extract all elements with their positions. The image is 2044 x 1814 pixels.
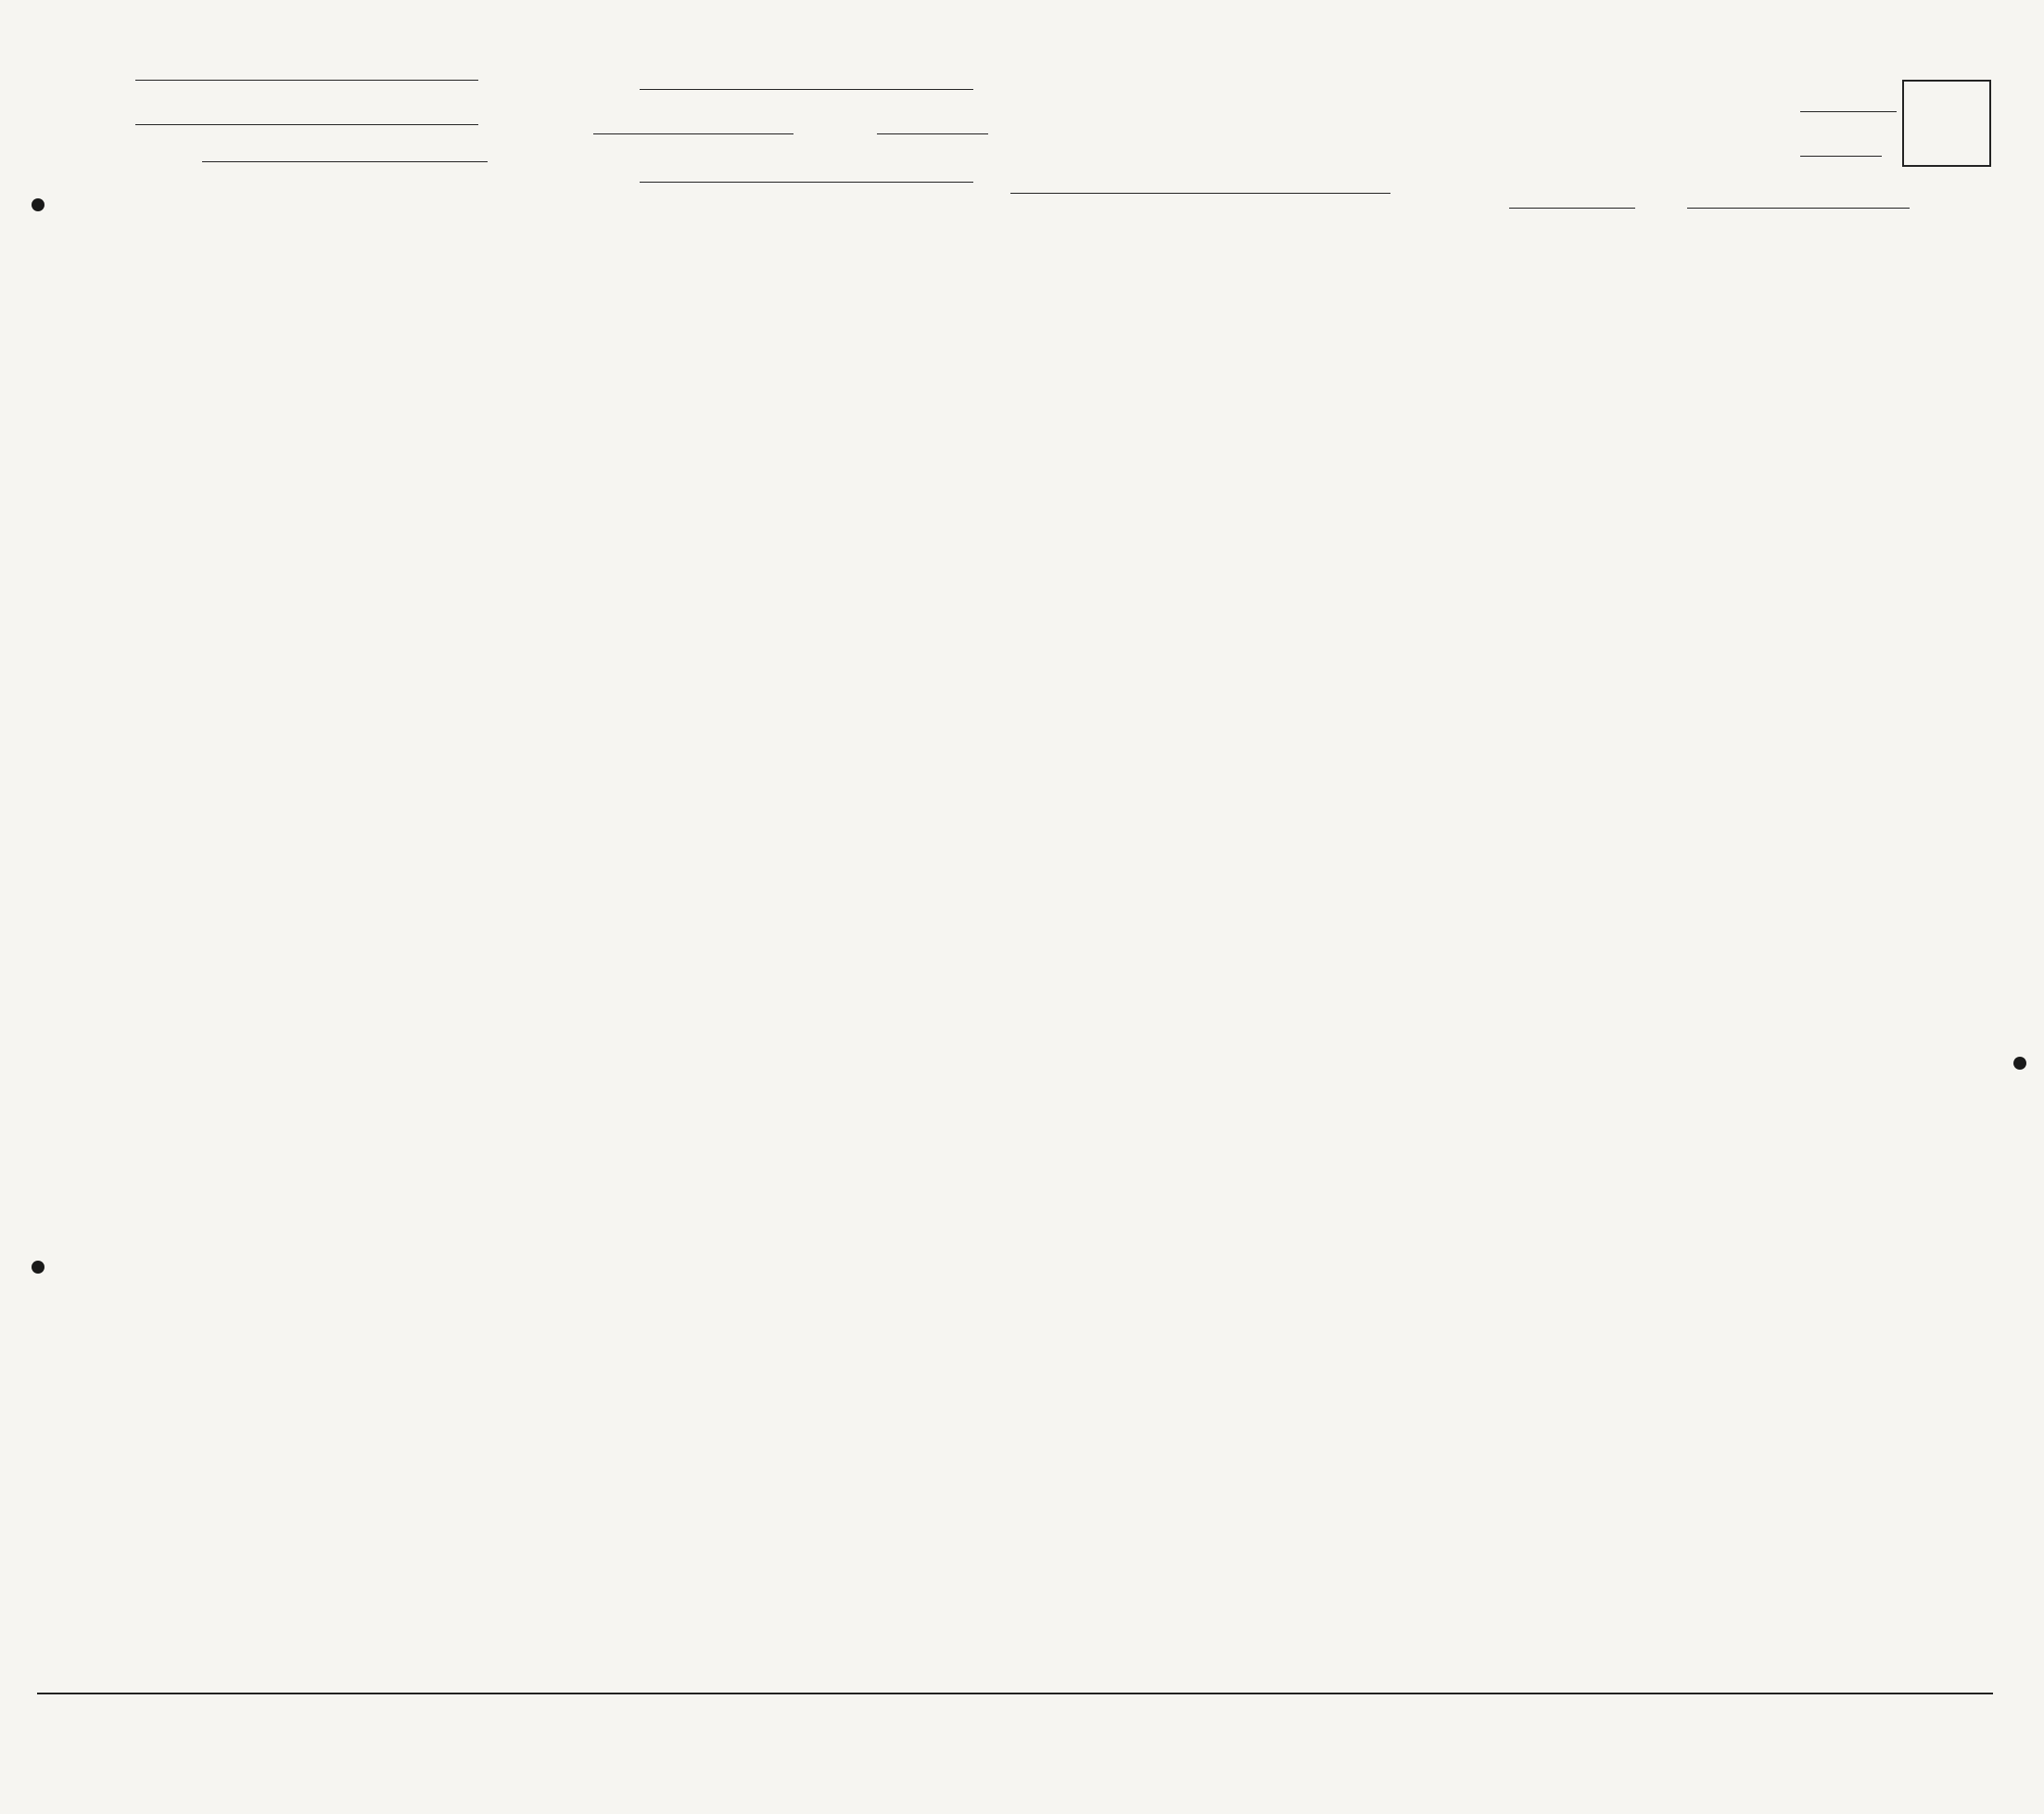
footer-rule bbox=[37, 1693, 1993, 1694]
